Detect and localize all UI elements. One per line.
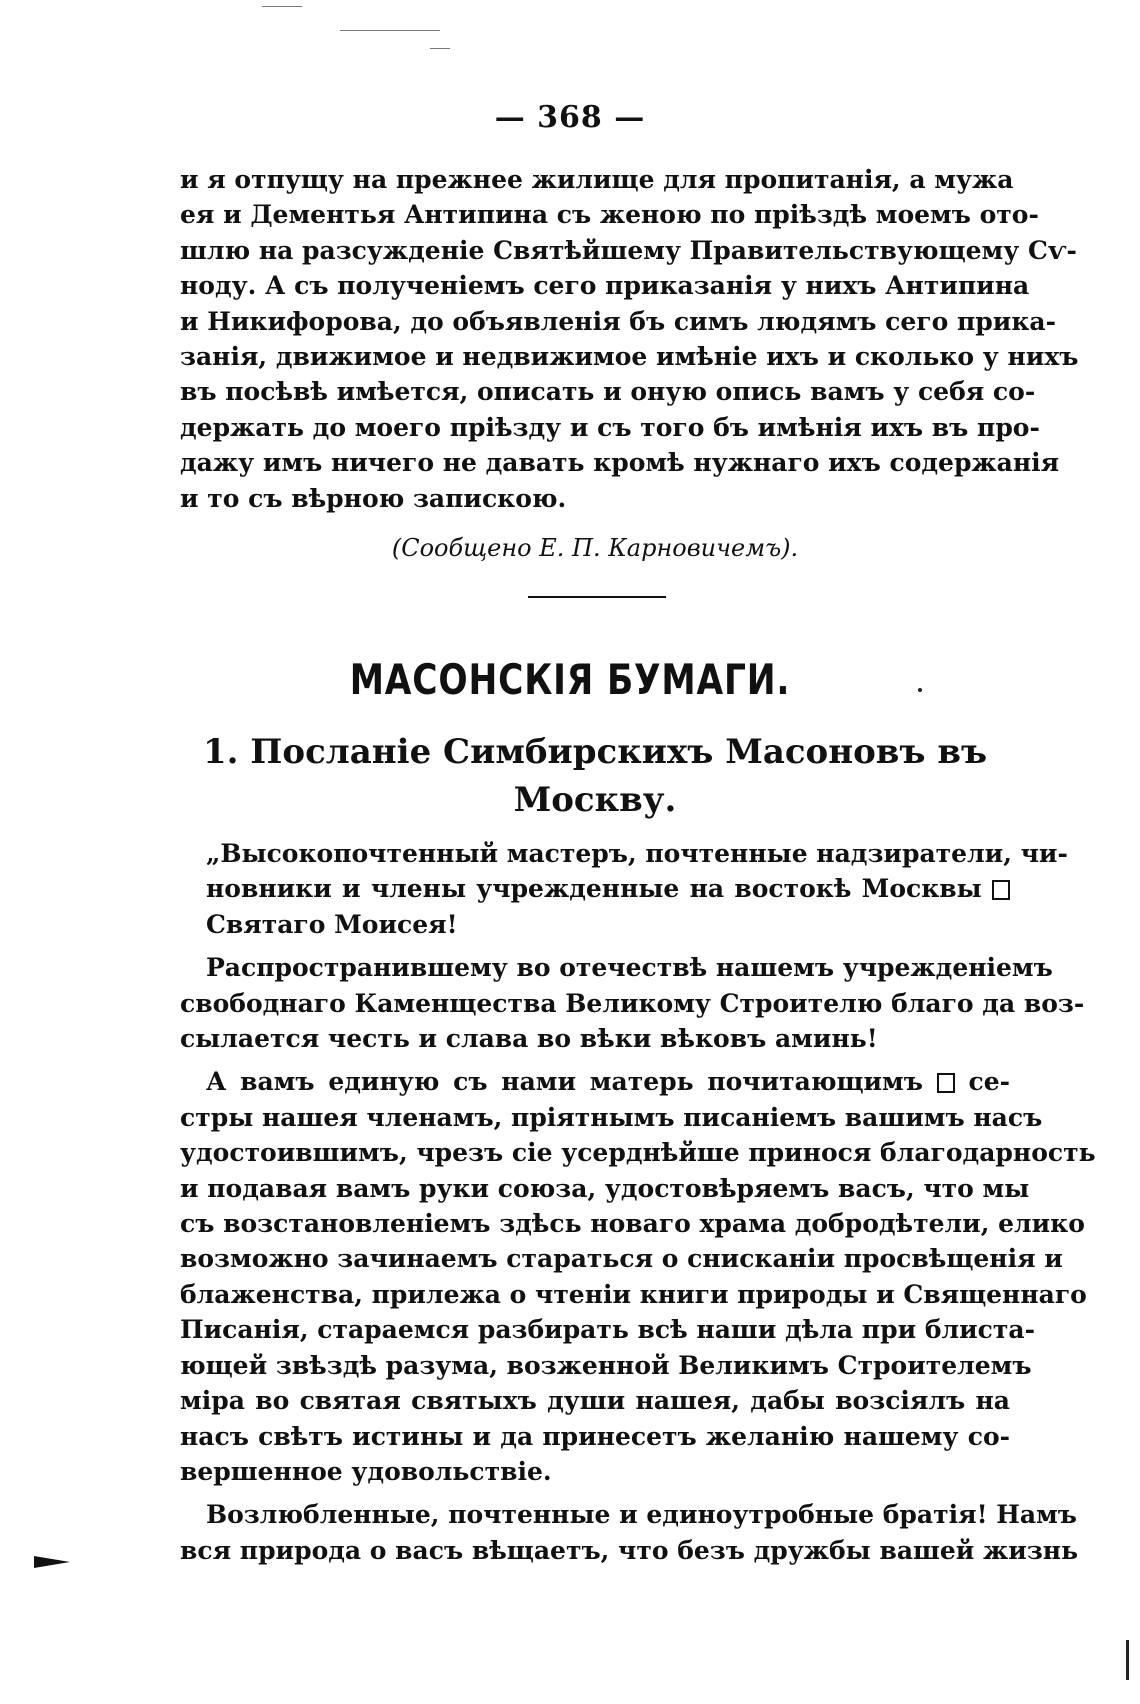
text-fragment: новники и члены учрежденные на востокѣ Москвы	[206, 874, 982, 904]
section-divider	[528, 596, 666, 598]
masonic-square-icon	[937, 1073, 955, 1093]
masonic-square-icon	[992, 880, 1010, 900]
text-line: ноду. А съ полученіемъ сего приказанія у нихъ Антипина	[180, 271, 1030, 301]
document-subtitle	[180, 728, 1010, 824]
scan-artifact	[262, 6, 302, 7]
text-line: и то съ вѣрною запискою.	[180, 483, 567, 513]
text-fragment: А вамъ единую съ нами матерь почитающимъ	[206, 1067, 923, 1097]
paragraph	[180, 1064, 1096, 1489]
paragraph	[180, 950, 1085, 1056]
text-line: дажу имъ ничего не давать кромѣ нужнаго ихъ содержанія	[180, 448, 1060, 478]
text-line: удостоившимъ, чрезъ сіе усерднѣйше принося благодарность	[180, 1138, 1096, 1168]
paragraph	[180, 836, 1068, 942]
scan-artifact	[918, 688, 922, 692]
text-line: насъ свѣтъ истины и да принесетъ желанію нашему со-	[180, 1421, 1010, 1451]
text-line	[180, 1064, 1010, 1099]
section-title: МАСОНСКІЯ БУМАГИ.	[349, 655, 791, 704]
text-line: Писанія, стараемся разбирать всѣ наши дѣла при блиста-	[180, 1315, 1035, 1345]
subtitle-line: 1. Посланіе Симбирскихъ Масоновъ въ	[202, 732, 988, 772]
text-line: и я отпущу на прежнее жилище для пропитанія, а мужа	[180, 165, 1014, 194]
subtitle-line: Москву.	[513, 780, 677, 820]
text-line: возможно зачинаемъ стараться о снисканіи просвѣщенія и	[180, 1244, 1063, 1274]
scan-artifact	[430, 48, 450, 49]
text-line: сылается честь и слава во вѣки вѣковъ аминь!	[180, 1024, 878, 1054]
text-line: блаженства, прилежа о чтеніи книги природы и Священнаго	[180, 1279, 1087, 1309]
page-number: — 368 —	[494, 100, 646, 135]
text-line: ея и Дементья Антипина съ женою по пріѣздѣ моемъ ото-	[180, 200, 1039, 230]
text-line: занія, движимое и недвижимое имѣніе ихъ и сколько у нихъ	[180, 342, 1079, 372]
text-line: въ посѣвѣ имѣется, описать и оную опись вамъ у себя со-	[180, 377, 1036, 407]
text-line: шлю на разсужденіе Святѣйшему Правительствующему Сѵ-	[180, 235, 1077, 265]
attribution: (Сообщено Е. П. Карновичемъ).	[391, 534, 799, 562]
text-line: ющей звѣздѣ разума, возженной Великимъ Строителемъ	[180, 1350, 1032, 1380]
text-line: и подавая вамъ руки союза, удостовѣряемъ васъ, что мы	[180, 1173, 1030, 1203]
scan-artifact	[340, 30, 440, 31]
text-line	[180, 871, 1010, 906]
text-line: вся природа о васъ вѣщаетъ, что безъ дружбы вашей жизнь	[180, 1535, 1079, 1565]
paragraph	[180, 1497, 1079, 1568]
scan-artifact	[1126, 1640, 1129, 1680]
text-line: держать до моего пріѣзду и съ того бъ имѣнія ихъ въ про-	[180, 412, 1040, 442]
text-line: свободнаго Каменщества Великому Строителю благо да воз-	[180, 988, 1085, 1018]
letter-body	[180, 836, 1096, 1576]
text-line: Святаго Моисея!	[206, 909, 458, 939]
text-line: Распространившему во отечествѣ нашемъ учрежденіемъ	[206, 953, 1053, 983]
text-line: „Высокопочтенный мастеръ, почтенные надзиратели, чи-	[206, 839, 1068, 868]
intro-paragraph	[180, 162, 1079, 516]
text-line: Возлюбленные, почтенные и единоутробные братія! Намъ	[206, 1500, 1077, 1530]
margin-arrow-icon	[34, 1556, 70, 1568]
text-line: стры нашея членамъ, пріятнымъ писаніемъ вашимъ насъ	[180, 1102, 1043, 1132]
text-line: міра во святая святыхъ души нашея, дабы возсіялъ на	[180, 1386, 1010, 1416]
text-fragment: се-	[968, 1067, 1010, 1097]
text-line: съ возстановленіемъ здѣсь новаго храма добродѣтели, елико	[180, 1209, 1085, 1239]
text-line: и Никифорова, до объявленія бъ симъ людямъ сего прика-	[180, 306, 1056, 336]
text-line: вершенное удовольствіе.	[180, 1456, 552, 1486]
